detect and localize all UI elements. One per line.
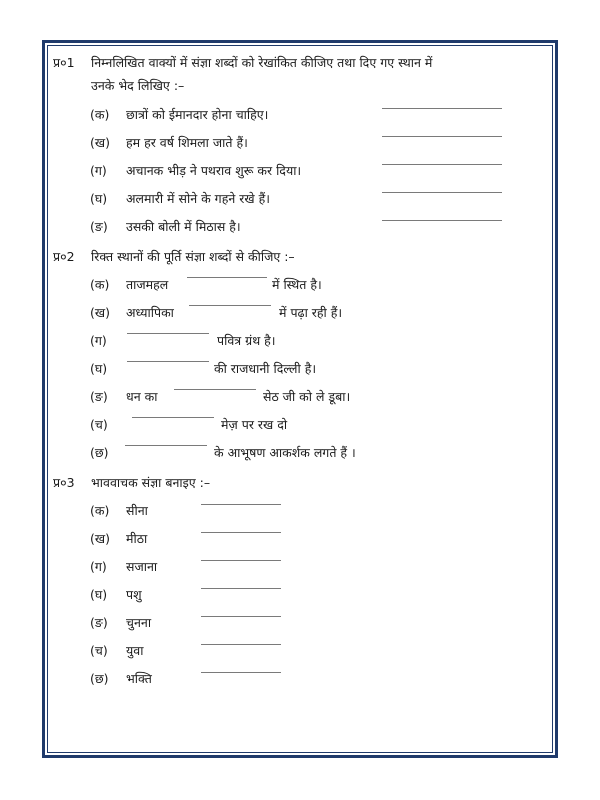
q3-item-b-label: (ख) [90,531,110,546]
q3-item-a-answer-blank[interactable] [201,504,281,505]
question-1-number: प्र०1 [53,55,75,70]
question-1-text-line-2: उनके भेद लिखिए :– [91,78,185,93]
q2-item-g-after: के आभूषण आकर्शक लगते हैं । [214,445,356,460]
q1-item-d-answer-blank[interactable] [382,192,502,193]
q3-item-d-answer-blank[interactable] [201,588,281,589]
q1-item-d-label: (घ) [90,191,108,206]
q3-item-d-label: (घ) [90,587,108,602]
q3-item-e-answer-blank[interactable] [201,616,281,617]
q2-item-e-before: धन का [126,389,158,404]
q2-item-g-fill-blank[interactable] [125,445,207,446]
q3-item-g-word: भक्ति [126,671,152,686]
q2-item-c-label: (ग) [90,333,107,348]
q2-item-b-before: अध्यापिका [126,305,174,320]
q1-item-b-answer-blank[interactable] [382,136,502,137]
q1-item-b-text: हम हर वर्ष शिमला जाते हैं। [126,135,248,150]
q2-item-d-fill-blank[interactable] [127,361,209,362]
q2-item-e [47,385,553,409]
q3-item-d-word: पशु [126,587,142,602]
q2-item-f-label: (च) [90,417,108,432]
question-1 [47,51,553,97]
q3-item-f-answer-blank[interactable] [201,644,281,645]
q2-item-a [47,273,553,297]
q3-item-e [47,611,553,635]
q2-item-d-label: (घ) [90,361,108,376]
q2-item-a-after: में स्थित है। [272,277,322,292]
q2-item-g-label: (छ) [90,445,109,460]
q2-item-b-after: में पढ़ा रही हैं। [279,305,343,320]
q3-item-c [47,555,553,579]
q2-item-e-fill-blank[interactable] [174,389,256,390]
question-2-text: रिक्त स्थानों की पूर्ति संज्ञा शब्दों से कीजिए :– [91,249,295,264]
q2-item-c-fill-blank[interactable] [127,333,209,334]
q1-item-c [47,159,553,183]
q2-item-b-fill-blank[interactable] [189,305,271,306]
q3-item-b [47,527,553,551]
q2-item-b [47,301,553,325]
question-3-text: भाववाचक संज्ञा बनाइए :– [91,475,211,490]
q3-item-b-answer-blank[interactable] [201,532,281,533]
q2-item-d [47,357,553,381]
q2-item-f-after: मेज़ पर रख दो [221,417,288,432]
question-2-number: प्र०2 [53,249,75,264]
q2-item-a-label: (क) [90,277,110,292]
q3-item-f [47,639,553,663]
question-3 [47,471,553,495]
q2-item-c-after: पवित्र ग्रंथ है। [217,333,276,348]
question-3-number: प्र०3 [53,475,75,490]
q2-item-c [47,329,553,353]
q1-item-a-answer-blank[interactable] [382,108,502,109]
q3-item-c-label: (ग) [90,559,107,574]
q2-item-a-fill-blank[interactable] [187,277,267,278]
question-1-text-line-1: निम्नलिखित वाक्यों में संज्ञा शब्दों को रेखांकित कीजिए तथा दिए गए स्थान में [91,55,433,70]
q3-item-a-label: (क) [90,503,110,518]
q3-item-g-answer-blank[interactable] [201,672,281,673]
q2-item-a-before: ताजमहल [126,277,169,292]
question-1-text [91,51,545,97]
q2-item-f-fill-blank[interactable] [132,417,214,418]
q3-item-b-word: मीठा [126,531,148,546]
q1-item-b [47,131,553,155]
q1-item-c-text: अचानक भीड़ ने पथराव शुरू कर दिया। [126,163,302,178]
q2-item-f [47,413,553,437]
q1-item-d [47,187,553,211]
q3-item-g-label: (छ) [90,671,109,686]
q3-item-c-answer-blank[interactable] [201,560,281,561]
q1-item-d-text: अलमारी में सोने के गहने रखे हैं। [126,191,270,206]
q1-item-c-label: (ग) [90,163,107,178]
q2-item-d-after: की राजधानी दिल्ली है। [214,361,317,376]
q1-item-a-text: छात्रों को ईमानदार होना चाहिए। [126,107,269,122]
q3-item-e-word: चुनना [126,615,152,630]
q3-item-a [47,499,553,523]
q3-item-g [47,667,553,691]
q1-item-a-label: (क) [90,107,110,122]
q1-item-a [47,103,553,127]
q3-item-f-word: युवा [126,643,144,658]
question-2 [47,245,553,269]
q2-item-e-after: सेठ जी को ले डूबा। [263,389,351,404]
q1-item-e [47,215,553,239]
q1-item-e-label: (ङ) [90,219,108,234]
q2-item-e-label: (ङ) [90,389,108,404]
q3-item-f-label: (च) [90,643,108,658]
q3-item-a-word: सीना [126,503,148,518]
q1-item-e-answer-blank[interactable] [382,220,502,221]
q3-item-d [47,583,553,607]
q3-item-e-label: (ङ) [90,615,108,630]
q2-item-b-label: (ख) [90,305,110,320]
q1-item-b-label: (ख) [90,135,110,150]
q2-item-g [47,441,553,465]
q3-item-c-word: सजाना [126,559,158,574]
q1-item-c-answer-blank[interactable] [382,164,502,165]
q1-item-e-text: उसकी बोली में मिठास है। [126,219,241,234]
